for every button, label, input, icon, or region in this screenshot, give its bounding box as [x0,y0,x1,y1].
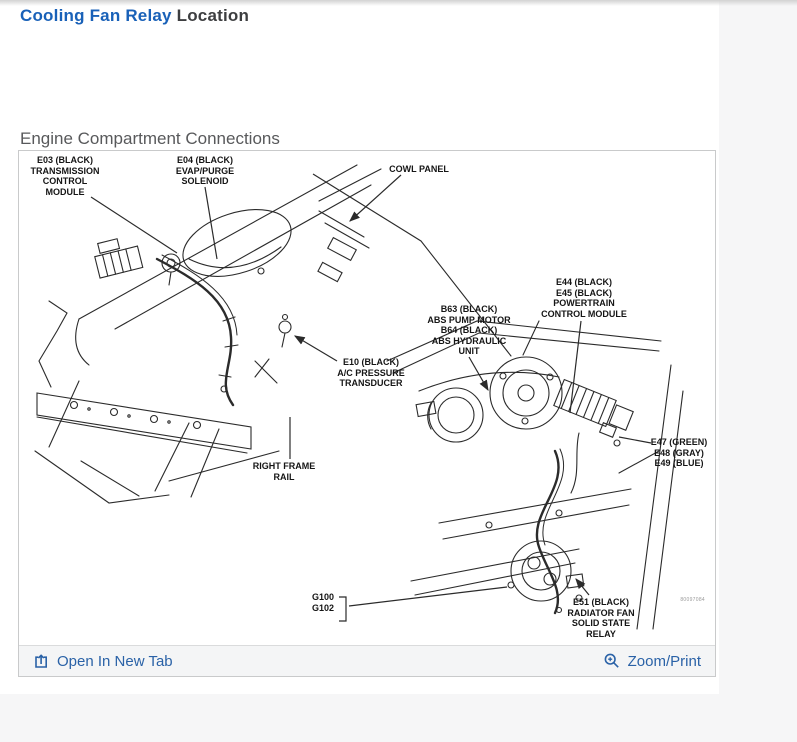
section-heading: Engine Compartment Connections [20,129,280,148]
page-title-rest: Location [171,6,250,25]
diagram-callout-right-frame-rail: RIGHT FRAME RAIL [252,461,316,482]
diagram-callout-b63-b64-abs: B63 (BLACK) ABS PUMP MOTOR B64 (BLACK) ABS HYDRAULIC UNIT [427,304,511,356]
zoom-print-label: Zoom/Print [627,652,701,670]
diagram-callout-cowl-panel: COWL PANEL [389,164,449,174]
zoom-magnifier-icon [603,652,621,670]
diagram-callout-e51-relay: E51 (BLACK) RADIATOR FAN SOLID STATE RELAY [567,597,635,639]
diagram-callout-e47-e48-e49: E47 (GREEN) E48 (GRAY) E49 (BLUE) [650,437,708,468]
figure-box [18,150,716,677]
diagram-callout-e04-evap: E04 (BLACK) EVAP/PURGE SOLENOID [175,155,235,186]
open-in-new-tab-icon [33,653,50,670]
left-view-illustration [35,165,381,503]
open-in-new-tab-link[interactable] [33,653,173,670]
engine-diagram [19,151,715,645]
right-view-illustration [387,241,683,629]
figure-code: 80097084 [680,597,705,603]
callout-leader-lines [91,174,651,621]
page-title-link[interactable]: Cooling Fan Relay [20,6,172,25]
figure-footer [19,645,715,676]
diagram-callout-e44-e45-pcm: E44 (BLACK) E45 (BLACK) POWERTRAIN CONTROL MODULE [541,277,627,319]
diagram-callout-e03-tcm: E03 (BLACK) TRANSMISSION CONTROL MODULE [30,155,100,197]
zoom-print-link[interactable] [603,652,701,670]
open-in-new-tab-label: Open In New Tab [57,652,173,670]
diagram-callout-e10-ac: E10 (BLACK) A/C PRESSURE TRANSDUCER [337,357,405,388]
diagram-callout-g100-g102: G100 G102 [311,592,335,613]
page-title [20,6,249,26]
engine-diagram-drawing [19,151,715,645]
